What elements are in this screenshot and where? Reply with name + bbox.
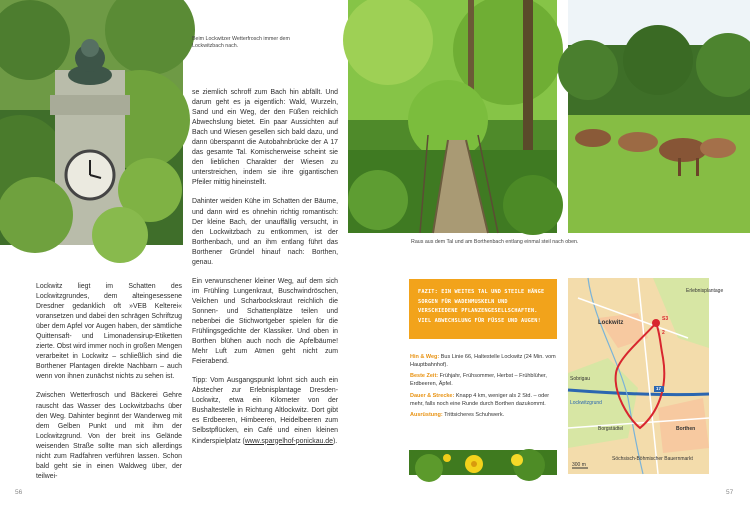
bridge-stream-photo bbox=[348, 0, 557, 233]
map-label-erlebnisplantage: Erlebnisplantage bbox=[686, 288, 724, 294]
info-text: Bus Linie 66, Haltestelle Lockwitz (24 Min. vom Hauptbahnhof). bbox=[410, 354, 556, 368]
map-marker-2: 2 bbox=[662, 330, 665, 336]
map-scale: 300 m bbox=[572, 462, 586, 468]
clock-column-photo bbox=[0, 0, 183, 245]
paragraph-wald-wurzeln: se ziemlich schroff zum Bach hin abfällt. Und darum geht es ja eigentlich: Wald, Wurzeln, Sand und ein Weg, der den Füßen reichlich Abwechslung bietet. Ein paar Aussichten auf Bach und Wiesen gesellen sich bald dazu, und dann überspannt die Autobahnbrücke der A 17 das gesamte Tal. Komischerweise scheint sie den lieblichen Charakter der Wiesen zu unterstreichen, indem sie ihre gigantischen Pfeiler mittig hineinstellt. bbox=[192, 89, 338, 187]
info-row-hin-weg bbox=[410, 354, 558, 369]
paragraph-kuehe: Dahinter weiden Kühe im Schatten der Bäume, und dann wird es ohnehin richtig romantisch: Der kleine Bach, der unauffällig versucht, in den Lockwitzbach zu entkommen, ist der Borthenbach, und an ihm entlang führt das Borthener Gründel hinauf nach: Borthen, genau. bbox=[192, 198, 338, 266]
text-column-2 bbox=[192, 88, 338, 447]
map-label-lockwitzgrund: Lockwitzgrund bbox=[570, 400, 602, 406]
yellow-flowers-photo bbox=[409, 450, 557, 475]
info-label: Hin & Weg: bbox=[410, 354, 440, 360]
map-label-sobrigau: Sobrigau bbox=[570, 376, 591, 382]
info-row-ausruestung bbox=[410, 412, 558, 420]
spargelhof-link[interactable]: www.spargelhof-ponickau.de bbox=[244, 437, 333, 445]
text-column-1 bbox=[36, 282, 182, 482]
map-label-bauernmarkt: Söchsisch-Böhmischer Bauernmarkt bbox=[612, 456, 693, 462]
info-text: Knapp 4 km, weniger als 2 Std. – oder mehr, falls noch eine Runde durch Borthen dazukommt. bbox=[410, 392, 550, 407]
paragraph-wetterfrosch: Zwischen Wetterfrosch und Bäckerei Gehre rauscht das Wasser des Lockwitzbachs über den Weg. Dahinter beginnt der Wanderweg mit dem Gelben Punkt und mit ihm der Lockwitzgrund. Von der breit ins Gelände weisenden Straße sollte man sich allerdings nicht zum Radfahren verführen lassen. Schon bald geht sie in einen Waldweg über, der teilwei- bbox=[36, 392, 182, 480]
cows-meadow-photo bbox=[568, 0, 750, 233]
info-block bbox=[410, 354, 558, 424]
info-text: Frühjahr, Frühsommer, Herbst – Frühblüher, Erdbeeren, Äpfel. bbox=[410, 373, 547, 388]
map-label-borgstaedtel: Borgstädtel bbox=[598, 426, 624, 432]
info-row-dauer bbox=[410, 393, 558, 408]
route-map bbox=[568, 278, 724, 474]
page-number-left: 56 bbox=[15, 489, 23, 496]
info-label: Ausrüstung: bbox=[410, 412, 443, 419]
map-label-lockwitz: Lockwitz bbox=[598, 320, 624, 326]
info-text: Trittsicheres Schuhwerk. bbox=[444, 412, 505, 419]
map-marker-s3: S3 bbox=[662, 316, 669, 322]
fazit-box: FAZIT: EIN WEITES TAL UND STEILE HÄNGE SORGEN FÜR WADENMUSKELN UND VERSCHIEDENE PFLANZENGESELLSCHAFTEN. VIEL ABWECHSLUNG FÜR FÜSSE UND AUGEN! bbox=[409, 279, 557, 339]
photo-caption-wetterfrosch: Beim Lockwitzer Wetterfrosch immer dem Lockwitzbach nach. bbox=[192, 36, 290, 50]
info-label: Beste Zeit: bbox=[410, 373, 439, 380]
paragraph-lockwitz-intro: Lockwitz liegt im Schatten des Lockwitzgrundes, dem alteingesessene Dresdner gedanklich oft »VEB Kelterei« voransetzen und dabei den schrägen Schriftzug über dem Apfel vor Augen haben, der sämtliche Quittensaft- und Limonadensirup-Etiketten zierte. Obst wird immer noch in großen Mengen verarbeitet in Lockwitz – schließlich sind die Borthener Plantagen direkte Nachbarn – auch wenn von ihnen zunächst nichts zu sehen ist. bbox=[36, 283, 182, 381]
tipp-tail: ). bbox=[332, 437, 338, 445]
info-row-beste-zeit bbox=[410, 373, 558, 388]
paragraph-tipp bbox=[192, 376, 338, 446]
tipp-text: Tipp: Vom Ausgangspunkt lohnt sich auch ein Abstecher zur Erlebnisplantage Dresden-Lockwitz, etwa ein Kilometer von der Bushaltestelle in Richtung Altlockwitz. Dort gibt es Erdbeeren, Himbeeren, Heidelbeeren zum Selbstpflücken, ein Café und einen kleinen Kinderspielplatz ( bbox=[192, 377, 338, 445]
autobahn-number: 17 bbox=[656, 386, 662, 391]
paragraph-fruehling: Ein verwunschener kleiner Weg, auf dem sich im Frühling Lungenkraut, Buschwindröschen, Veilchen und Scharbockskraut reichlich die Sonnen- und Schattenplätze teilen und nebenbei die Stichwortgeber spielen für die Frühlingsgedichte der Klassiker. Und oben in Borthen blühen auch noch die Apfelbäume! Mehr Luft zum Atmen geht nicht zum Feierabend. bbox=[192, 277, 338, 366]
photo-caption-borthenbach: Raus aus dem Tal und am Borthenbach entlang einmal steil nach oben. bbox=[411, 239, 579, 245]
map-label-borthen: Borthen bbox=[676, 426, 696, 432]
page-number-right: 57 bbox=[726, 489, 734, 496]
info-label: Dauer & Strecke: bbox=[410, 392, 455, 399]
